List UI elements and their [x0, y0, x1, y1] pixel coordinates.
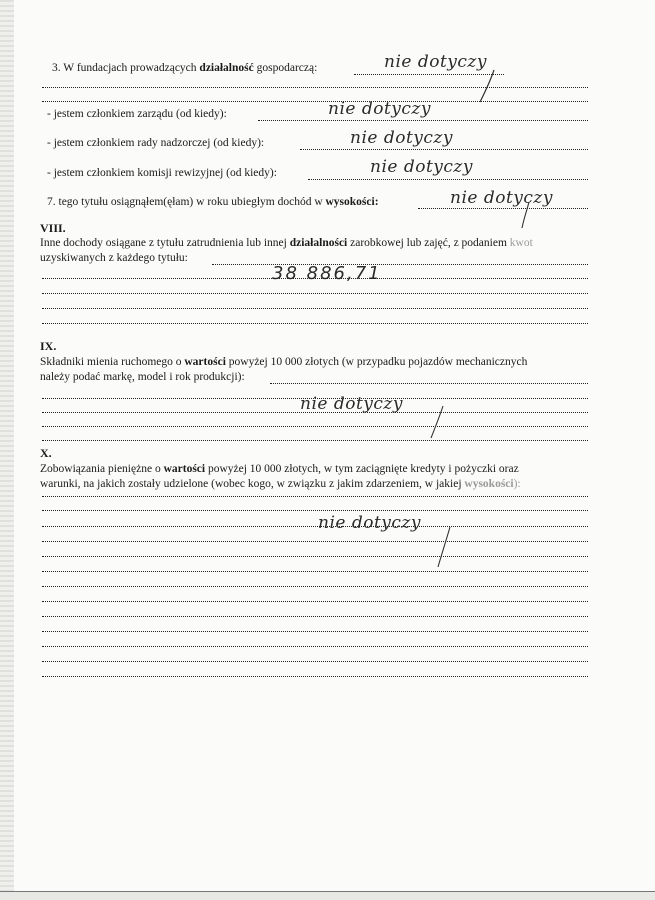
- scan-left-edge: [0, 0, 14, 900]
- section-x-line1: [40, 463, 519, 476]
- section-viii-dotted-line-3: [42, 293, 588, 294]
- section-x-dotted-line-10: [42, 631, 588, 632]
- item3-dotted-line-3: [42, 101, 588, 102]
- item7-handwritten-answer: nie dotyczy: [450, 188, 553, 208]
- item7-label-text: 7. tego tytułu osiągnąłem(ęłam) w roku ubiegłym dochód w: [47, 196, 326, 208]
- section-ix-dotted-line-4: [42, 426, 588, 427]
- section-ix-dotted-line-3: [42, 412, 588, 413]
- section-ix-heading: IX.: [40, 339, 57, 353]
- rada-dotted-line: [300, 149, 588, 150]
- section-x-line1-text: Zobowiązania pieniężne o: [40, 463, 164, 475]
- section-viii-line1-bold: działalności: [289, 237, 348, 249]
- section-x-dotted-line-3: [42, 526, 588, 527]
- section-ix-line1-bold: wartości: [184, 356, 226, 368]
- rada-handwritten-answer: nie dotyczy: [350, 128, 453, 148]
- zarzad-dotted-line: [258, 120, 588, 121]
- section-x-dotted-line-5: [42, 556, 588, 557]
- section-x-line2-text: warunki, na jakich zostały udzielone (wobec kogo, w związku z jakim zdarzeniem, w jakiej: [40, 478, 465, 490]
- item3-dotted-line-2: [42, 87, 588, 88]
- zarzad-handwritten-answer: nie dotyczy: [328, 99, 431, 119]
- section-x-cancel-stroke: [432, 525, 456, 569]
- section-viii-line1-faded: kwot: [509, 237, 533, 249]
- section-x-dotted-line-13: [42, 676, 588, 677]
- section-x-handwritten-answer: nie dotyczy: [318, 513, 421, 533]
- item7-label-bold: wysokości:: [325, 196, 379, 208]
- section-viii-line1-suffix: zarobkowej lub zajęć, z podaniem: [347, 237, 507, 249]
- section-ix-line1: [40, 356, 527, 369]
- item3-label: [52, 62, 317, 75]
- section-viii-line1: [40, 237, 533, 250]
- item7-cancel-stroke: [515, 200, 535, 230]
- item3-handwritten-answer: nie dotyczy: [384, 52, 487, 72]
- section-x-dotted-line-11: [42, 646, 588, 647]
- scan-bottom-edge: [0, 891, 655, 900]
- section-viii-heading: VIII.: [40, 221, 66, 235]
- section-ix-dotted-line-5: [42, 440, 588, 441]
- section-x-line1-bold: wartości: [163, 463, 206, 475]
- section-ix-dotted-line-1: [270, 383, 588, 384]
- section-x-dotted-line-9: [42, 616, 588, 617]
- komisja-handwritten-answer: nie dotyczy: [370, 157, 473, 177]
- section-x-dotted-line-8: [42, 601, 588, 602]
- item3-label-text: 3. W fundacjach prowadzących: [52, 62, 200, 74]
- section-x-dotted-line-12: [42, 661, 588, 662]
- section-viii-dotted-line-5: [42, 323, 588, 324]
- section-x-heading: X.: [40, 446, 52, 460]
- item7-dotted-line: [418, 208, 588, 209]
- section-viii-line1-text: Inne dochody osiągane z tytułu zatrudnienia lub innej: [40, 237, 290, 249]
- section-viii-dotted-line-4: [42, 308, 588, 309]
- section-viii-dotted-line-2: [42, 278, 588, 279]
- komisja-label: - jestem członkiem komisji rewizyjnej (od kiedy):: [47, 167, 277, 179]
- section-ix-cancel-stroke: [425, 404, 449, 440]
- section-x-line2: [40, 478, 521, 491]
- section-ix-line2: należy podać markę, model i rok produkcji):: [40, 371, 245, 383]
- section-x-dotted-line-2: [42, 510, 588, 511]
- item3-label-suffix: gospodarczą:: [253, 62, 318, 74]
- section-x-dotted-line-7: [42, 586, 588, 587]
- item3-label-bold: działalność: [199, 62, 254, 74]
- section-viii-handwritten-amount: 38 886,71: [272, 263, 382, 284]
- section-ix-line1-text: Składniki mienia ruchomego o: [40, 356, 185, 368]
- section-x-line2-suffix: ):: [513, 478, 521, 490]
- section-x-dotted-line-6: [42, 571, 588, 572]
- zarzad-label: - jestem członkiem zarządu (od kiedy):: [47, 108, 227, 120]
- komisja-dotted-line: [308, 179, 588, 180]
- section-x-dotted-line-1: [42, 496, 588, 497]
- section-viii-dotted-line-1: [212, 264, 588, 265]
- section-x-line2-bold: wysokości: [464, 478, 514, 490]
- section-x-dotted-line-4: [42, 541, 588, 542]
- section-x-line1-suffix: powyżej 10 000 złotych, w tym zaciągnięte kredyty i pożyczki oraz: [205, 463, 519, 475]
- section-viii-line2: uzyskiwanych z każdego tytułu:: [40, 252, 188, 264]
- rada-label: - jestem członkiem rady nadzorczej (od kiedy):: [47, 137, 265, 149]
- section-ix-handwritten-answer: nie dotyczy: [300, 394, 403, 414]
- item3-cancel-stroke: [470, 68, 500, 104]
- section-ix-line1-suffix: powyżej 10 000 złotych (w przypadku pojazdów mechanicznych: [225, 356, 528, 368]
- item7-label: [47, 196, 379, 209]
